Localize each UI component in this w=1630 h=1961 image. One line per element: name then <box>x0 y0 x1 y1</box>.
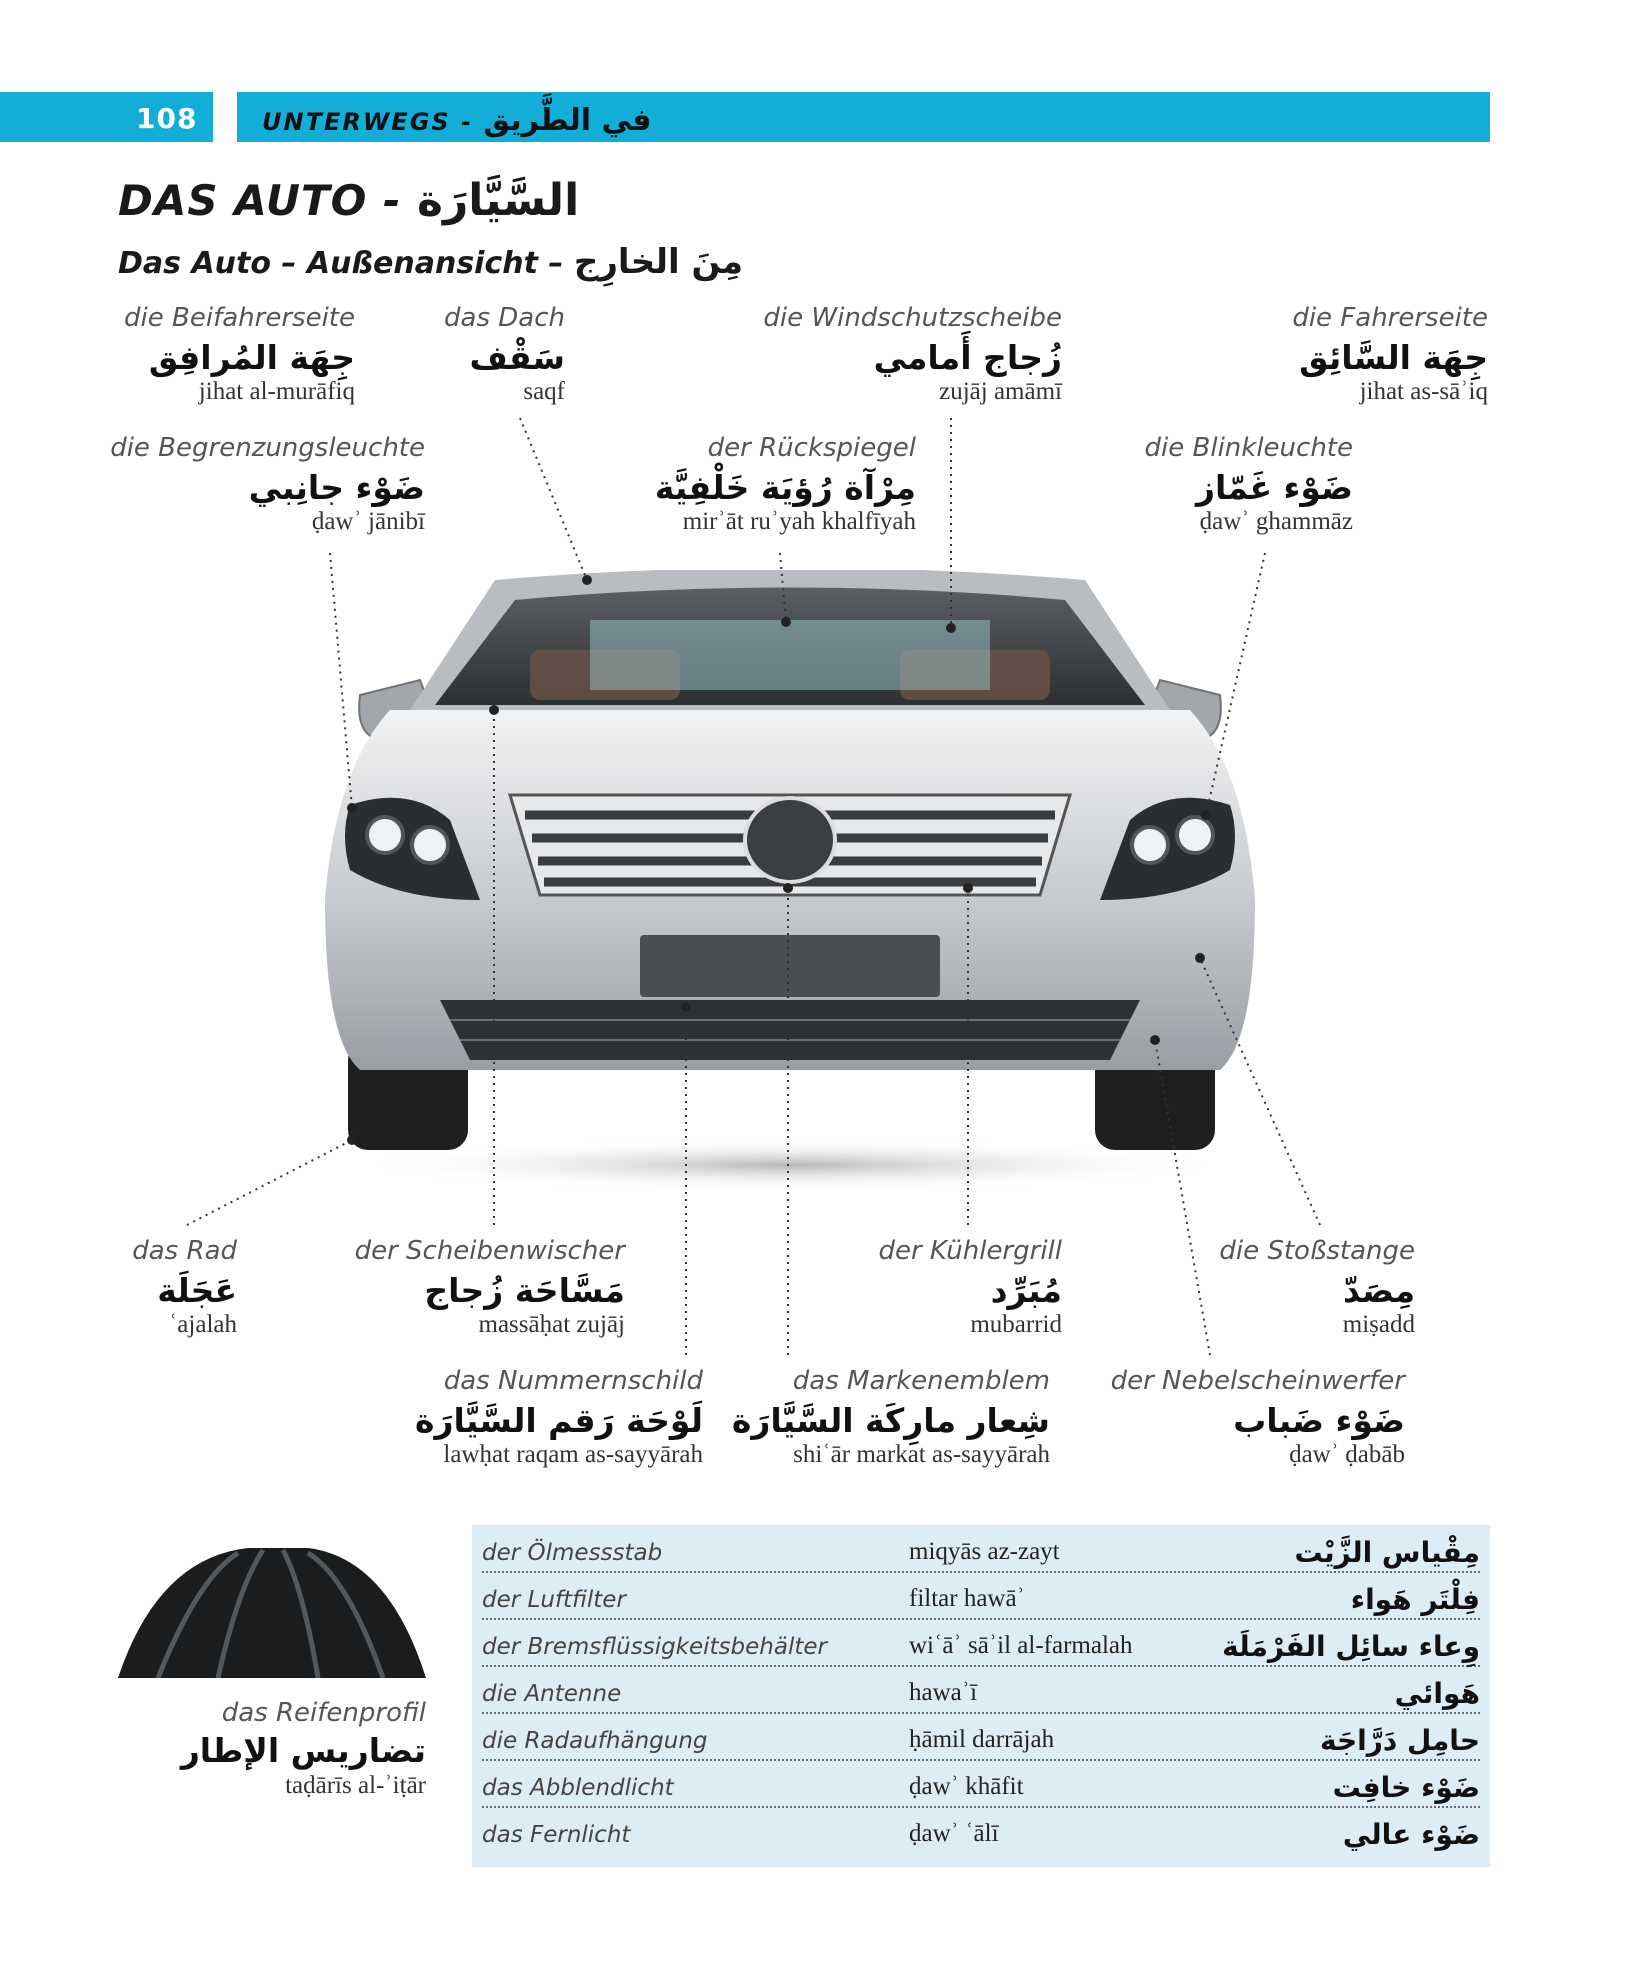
vocab-ar: مِقْياس الزَّيْت <box>1294 1536 1480 1569</box>
label-ar: مَسَّاحَة زُجاج <box>424 1271 625 1310</box>
page-title-ar: السَّيَّارَة <box>417 175 580 226</box>
page-subtitle <box>118 242 743 282</box>
page-title <box>118 175 579 226</box>
label-ar: لَوْحَة رَقم السَّيَّارَة <box>415 1401 703 1440</box>
label-translit: taḍārīs al-ʾiṭār <box>285 1772 426 1799</box>
label-translit: ḍawʾ ghammāz <box>1199 508 1353 535</box>
vocab-ar: وِعاء سائِل الفَرْمَلَة <box>1222 1630 1480 1663</box>
label-de: das Rad <box>132 1236 237 1266</box>
tire-tread-photo <box>118 1538 426 1678</box>
car-front-illustration <box>320 570 1260 1190</box>
label-blinkleuchte <box>1110 435 1353 537</box>
vocab-ar: فِلْتَر هَواء <box>1350 1583 1480 1616</box>
label-kuehlergrill <box>860 1238 1062 1340</box>
label-ar: سَقْف <box>469 338 565 377</box>
vocab-ar: حامِل دَرَّاجَة <box>1319 1724 1480 1757</box>
section-title <box>262 103 652 138</box>
vocab-row <box>482 1619 1480 1667</box>
label-translit: massāḥat zujāj <box>478 1311 625 1338</box>
page-subtitle-de: Das Auto – Außenansicht – <box>118 246 574 281</box>
label-scheibenwischer <box>350 1238 625 1340</box>
label-de: der Rückspiegel <box>707 433 916 463</box>
page-subtitle-ar: مِنَ الخارِج <box>573 242 744 282</box>
label-translit: ʿajalah <box>168 1311 237 1338</box>
label-de: das Nummernschild <box>443 1366 703 1396</box>
vocab-translit: miqyās az-zayt <box>909 1538 1060 1565</box>
label-de: die Beifahrerseite <box>124 303 355 333</box>
vocab-translit: ḍawʾ ʿālī <box>909 1820 999 1847</box>
vocab-translit: wiʿāʾ sāʾil al-farmalah <box>909 1632 1133 1659</box>
label-translit: mirʾāt ruʾyah khalfīyah <box>682 508 916 535</box>
vocab-ar: هَوائي <box>1394 1677 1480 1710</box>
label-de: der Nebelscheinwerfer <box>1110 1366 1405 1396</box>
label-translit: ḍawʾ ḍabāb <box>1289 1441 1405 1468</box>
vocab-row <box>482 1807 1480 1853</box>
label-translit: jihat as-sāʾiq <box>1359 378 1488 405</box>
vocab-de: die Radaufhängung <box>482 1728 708 1754</box>
vocabulary-table <box>472 1525 1490 1867</box>
vocab-translit: ḍawʾ khāfit <box>909 1773 1024 1800</box>
label-de: der Kühlergrill <box>878 1236 1062 1266</box>
label-ar: ضَوْء غَمّاز <box>1196 468 1353 507</box>
label-de: die Windschutzscheibe <box>763 303 1062 333</box>
label-translit: shiʿār markat as-sayyārah <box>793 1441 1050 1468</box>
vocab-de: der Ölmessstab <box>482 1540 663 1566</box>
label-translit: miṣadd <box>1342 1311 1415 1338</box>
label-ar: مُبَرِّد <box>990 1271 1062 1310</box>
vocab-row <box>482 1666 1480 1714</box>
label-ar: مِصَدّ <box>1342 1271 1415 1310</box>
label-de: die Fahrerseite <box>1292 303 1488 333</box>
label-rad <box>110 1238 237 1340</box>
page-title-de: DAS AUTO - <box>118 176 417 225</box>
label-translit: mubarrid <box>970 1311 1062 1338</box>
label-translit: saqf <box>523 378 565 405</box>
label-de: der Scheibenwischer <box>354 1236 625 1266</box>
vocab-de: das Fernlicht <box>482 1822 631 1848</box>
vocab-de: der Bremsflüssigkeitsbehälter <box>482 1634 827 1660</box>
label-windschutzscheibe <box>730 305 1062 407</box>
label-dach <box>410 305 565 407</box>
vocab-de: die Antenne <box>482 1681 622 1707</box>
label-ar: جِهَة السَّائِق <box>1299 338 1488 377</box>
label-ar: ضَوْء جانِبي <box>248 468 425 507</box>
section-title-ar: في الطَّريق <box>483 103 652 138</box>
label-ar: مِرْآة رُؤيَة خَلْفِيَّة <box>654 468 916 507</box>
vocab-ar: ضَوْء خافِت <box>1332 1771 1480 1804</box>
label-reifenprofil <box>118 1698 426 1800</box>
vocab-de: der Luftfilter <box>482 1587 626 1613</box>
label-translit: zujāj amāmī <box>939 378 1062 405</box>
vocab-translit: ḥāmil darrājah <box>909 1726 1055 1753</box>
label-translit: jihat al-murāfiq <box>198 378 355 405</box>
label-de: das Reifenprofil <box>221 1698 426 1728</box>
label-nebelscheinwerfer <box>1090 1368 1405 1470</box>
vocab-translit: hawaʾī <box>909 1679 978 1706</box>
label-beifahrerseite <box>110 305 355 407</box>
vocab-row <box>482 1572 1480 1620</box>
label-ar: جِهَة المُرافِق <box>148 338 355 377</box>
label-de: das Dach <box>444 303 565 333</box>
vocab-row <box>482 1713 1480 1761</box>
label-ar: تضاريس الإطار <box>180 1731 426 1770</box>
vocab-row <box>482 1525 1480 1573</box>
label-ar: زُجاج أَمامي <box>873 338 1062 377</box>
label-de: das Markenemblem <box>792 1366 1050 1396</box>
label-de: die Blinkleuchte <box>1144 433 1353 463</box>
label-begrenzungsleuchte <box>100 435 425 537</box>
label-ar: ضَوْء ضَباب <box>1233 1401 1405 1440</box>
section-title-de: UNTERWEGS - <box>262 108 484 136</box>
label-de: die Begrenzungsleuchte <box>110 433 425 463</box>
label-fahrerseite <box>1240 305 1488 407</box>
vocab-de: das Abblendlicht <box>482 1775 674 1801</box>
label-markenemblem <box>730 1368 1050 1470</box>
vocab-ar: ضَوْء عالي <box>1342 1818 1480 1851</box>
label-de: die Stoßstange <box>1219 1236 1415 1266</box>
label-translit: ḍawʾ jānibī <box>311 508 425 535</box>
label-rueckspiegel <box>620 435 916 537</box>
page-number: 108 <box>136 102 198 135</box>
label-ar: شِعار مارِكَة السَّيَّارَة <box>731 1401 1050 1440</box>
vocab-row <box>482 1760 1480 1808</box>
label-translit: lawḥat raqam as-sayyārah <box>443 1441 703 1468</box>
vocab-translit: filtar hawāʾ <box>909 1585 1025 1612</box>
label-nummernschild <box>380 1368 703 1470</box>
label-stossstange <box>1180 1238 1415 1340</box>
label-ar: عَجَلَة <box>157 1271 237 1310</box>
